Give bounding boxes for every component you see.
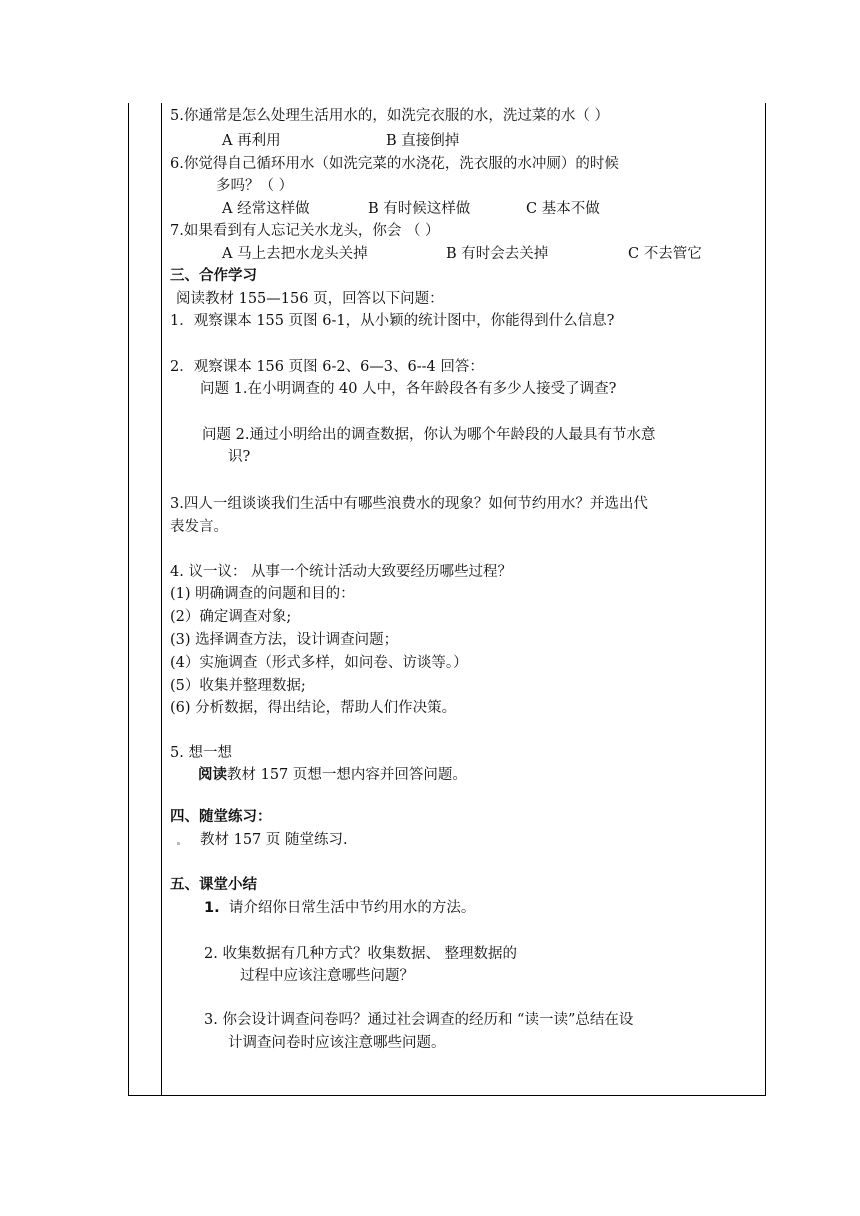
step-1: (1) 明确调查的问题和目的：	[170, 586, 355, 602]
section-3-intro: 阅读教材 155—156 页，回答以下问题：	[176, 291, 444, 307]
section-3-item-2-q1: 问题 1.在小明调查的 40 人中，各年龄段各有多少人接受了调查?	[200, 381, 617, 397]
section-4-heading: 四、随堂练习：	[170, 809, 272, 825]
step-3: (3) 选择调查方法，设计调查问题；	[170, 632, 399, 648]
section-3-item-3-cont: 表发言。	[170, 519, 228, 535]
section-3-item-2-q2-cont: 识?	[228, 449, 251, 465]
question-6-option-c: C 基本不做	[526, 201, 600, 217]
step-5: (5）收集并整理数据;	[170, 678, 306, 694]
bullet-mark	[177, 842, 180, 845]
question-7-option-a: A 马上去把水龙头关掉	[222, 246, 368, 262]
bottom-border	[128, 1095, 766, 1096]
question-6-option-b: B 有时候这样做	[368, 201, 471, 217]
section-5-item-3-cont: 计调查问卷时应该注意哪些问题。	[228, 1035, 446, 1051]
right-border	[765, 103, 766, 1096]
section-3-item-2-q2: 问题 2.通过小明给出的调查数据，你认为哪个年龄段的人最具有节水意	[202, 427, 656, 443]
section-4-text: 教材 157 页 随堂练习.	[200, 832, 348, 848]
section-3-item-2: 2．观察课本 156 页图 6-2、6—3、6--4 回答：	[170, 359, 484, 375]
question-6-option-a: A 经常这样做	[222, 201, 310, 217]
section-3-item-5: 5. 想一想	[170, 745, 232, 761]
section-3-item-1: 1．观察课本 155 页图 6-1，从小颖的统计图中，你能得到什么信息?	[170, 313, 615, 329]
question-5-option-a: A 再利用	[222, 133, 281, 149]
question-6-cont: 多吗？（ ）	[216, 178, 294, 194]
read-bold-label: 阅读	[198, 767, 227, 783]
section-5-item-2-cont: 过程中应该注意哪些问题？	[240, 968, 414, 984]
section-5-item-1	[204, 898, 475, 918]
question-6: 6.你觉得自己循环用水（如洗完菜的水浇花，洗衣服的水冲厕）的时候	[170, 156, 619, 172]
section-3-item-4: 4. 议一议： 从事一个统计活动大致要经历哪些过程？	[170, 564, 513, 580]
section-3-item-5-text	[198, 765, 467, 785]
section-5-item-3: 3. 你会设计调查问卷吗？通过社会调查的经历和 “读一读”总结在设	[204, 1012, 634, 1028]
left-inner-border	[161, 103, 162, 1096]
left-outer-border	[128, 103, 129, 1096]
read-rest-text: 教材 157 页想一想内容并回答问题。	[227, 767, 467, 783]
question-5-option-b: B 直接倒掉	[386, 133, 460, 149]
question-5: 5.你通常是怎么处理生活用水的，如洗完衣服的水，洗过菜的水（ ）	[170, 108, 609, 124]
section-3-heading: 三、合作学习	[170, 268, 257, 284]
item-1-text: 请介绍你日常生活中节约用水的方法。	[228, 900, 476, 916]
question-7: 7.如果看到有人忘记关水龙头，你会 （ ）	[170, 223, 440, 239]
step-2: (2）确定调查对象;	[170, 609, 292, 625]
section-5-item-2: 2. 收集数据有几种方式？收集数据、 整理数据的	[204, 946, 518, 962]
section-5-heading: 五、课堂小结	[170, 877, 257, 893]
step-4: (4）实施调查（形式多样，如问卷、访谈等。）	[170, 655, 468, 671]
section-3-item-3: 3.四人一组谈谈我们生活中有哪些浪费水的现象？如何节约用水？并选出代	[170, 496, 648, 512]
question-7-option-c: C 不去管它	[628, 246, 702, 262]
step-6: (6) 分析数据，得出结论，帮助人们作决策。	[170, 700, 457, 716]
question-7-option-b: B 有时会去关掉	[446, 246, 549, 262]
item-1-number: 1.	[204, 900, 220, 916]
